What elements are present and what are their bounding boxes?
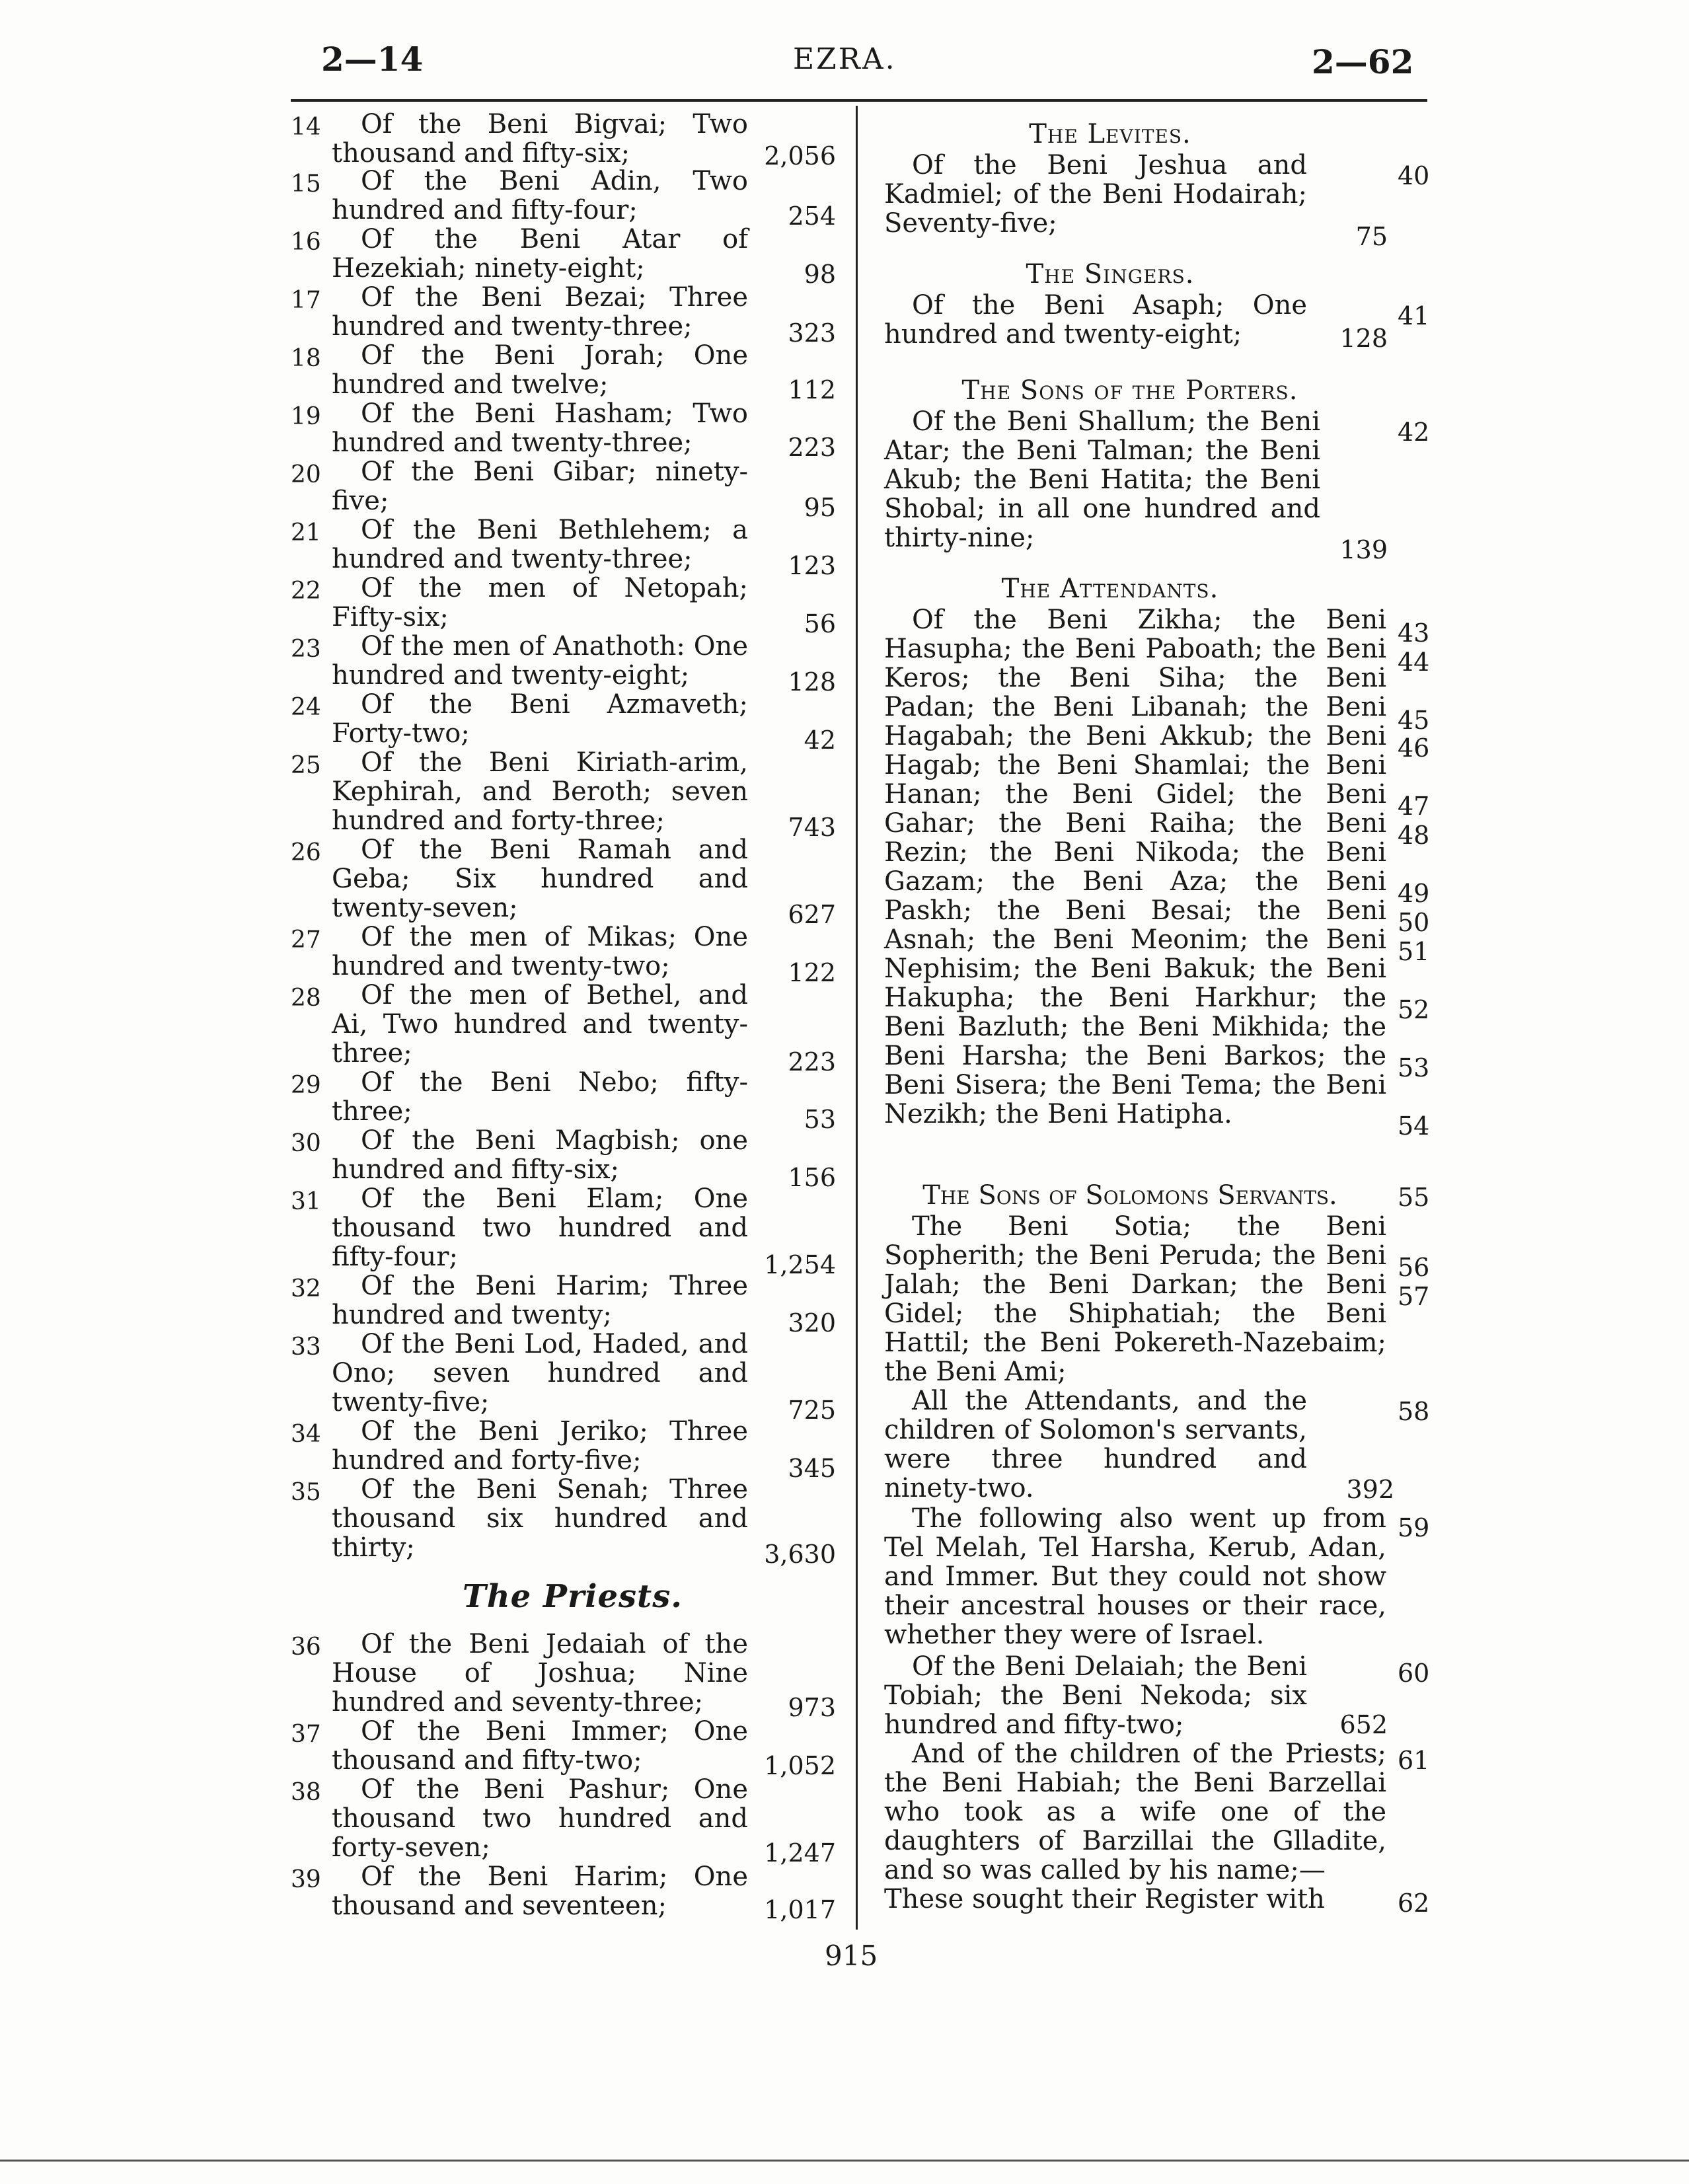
- all-attendants-text: All the Attendants, and the children of Solomon's servants, were three hundred and ninety-two.: [884, 1386, 1307, 1503]
- verse-text: Of the Beni Harim; Three hundred and twenty;: [332, 1271, 748, 1330]
- header-book-title: EZRA.: [793, 42, 897, 76]
- count-value: 95: [804, 493, 836, 522]
- section-heading-attendants: The Attendants.: [1001, 574, 1219, 604]
- verse-number: 39: [291, 1866, 321, 1893]
- verse-number: 49: [1398, 879, 1430, 908]
- count-value: 42: [804, 726, 836, 755]
- count-value: 223: [788, 1047, 836, 1076]
- verse-text: Of the Beni Magbish; one hundred and fifty-six;: [332, 1125, 748, 1185]
- verse-number: 19: [291, 403, 321, 430]
- porters-sum: 139: [1339, 535, 1388, 564]
- all-attendants-sum: 392: [1346, 1475, 1394, 1504]
- count-value: 128: [788, 667, 836, 697]
- verse-number: 52: [1398, 995, 1430, 1024]
- verse-number: 47: [1398, 792, 1430, 821]
- count-value: 743: [788, 813, 836, 842]
- verse-number: 33: [291, 1334, 321, 1361]
- register-text: These sought their Register with: [884, 1884, 1325, 1914]
- page-number: 915: [825, 1939, 878, 1972]
- column-divider: [856, 106, 858, 1930]
- verse-text: Of the Beni Jeriko; Three hundred and forty-five;: [332, 1416, 748, 1476]
- verse-number: 32: [291, 1275, 321, 1302]
- verse-number: 51: [1398, 937, 1430, 966]
- verse-text: Of the Beni Lod, Haded, and Ono; seven hundred and twenty-five;: [332, 1329, 748, 1417]
- section-heading-singers: The Singers.: [1026, 259, 1195, 289]
- verse-text: Of the Beni Pashur; One thousand two hundred and forty-seven;: [332, 1774, 748, 1863]
- verse-number: 55: [1398, 1183, 1430, 1212]
- verse-number: 50: [1398, 908, 1430, 937]
- verse-text: Of the Beni Azmaveth; Forty-two;: [332, 689, 748, 749]
- verse-number: 46: [1398, 734, 1430, 763]
- verse-number: 44: [1398, 648, 1430, 677]
- verse-text: Of the men of Bethel, and Ai, Two hundred and twenty-three;: [332, 980, 748, 1069]
- verse-number: 24: [291, 694, 321, 721]
- verse-number: 29: [291, 1072, 321, 1099]
- verse-number: 21: [291, 519, 321, 546]
- verse-text: Of the Beni Bezai; Three hundred and twenty-three;: [332, 282, 748, 342]
- count-value: 2,056: [764, 141, 836, 170]
- count-value: 123: [788, 551, 836, 580]
- verse-number: 27: [291, 926, 321, 954]
- scan-edge-rule: [0, 2160, 1689, 2162]
- verse-number: 40: [1398, 161, 1430, 190]
- section-heading-porters: The Sons of the Porters.: [961, 375, 1298, 406]
- count-value: 320: [788, 1308, 836, 1337]
- verse-text: Of the Beni Harim; One thousand and seventeen;: [332, 1862, 748, 1921]
- count-value: 223: [788, 433, 836, 462]
- verse-number: 56: [1398, 1253, 1430, 1282]
- count-value: 53: [804, 1105, 836, 1134]
- count-value: 973: [788, 1693, 836, 1722]
- count-value: 1,254: [764, 1250, 836, 1279]
- verse-number: 14: [291, 114, 321, 141]
- delaiah-sum: 652: [1339, 1710, 1388, 1739]
- verse-number: 26: [291, 839, 321, 866]
- verse-number: 36: [291, 1634, 321, 1661]
- verse-text: Of the Beni Nebo; fifty-three;: [332, 1067, 748, 1127]
- verse-number: 45: [1398, 706, 1430, 735]
- count-value: 122: [788, 958, 836, 987]
- count-value: 112: [788, 375, 836, 404]
- verse-number: 23: [291, 636, 321, 663]
- verse-number: 57: [1398, 1282, 1430, 1311]
- solomon-servants-text: The Beni Sotia; the Beni Sopherith; the Beni Peruda; the Beni Jalah; the Beni Darkan; the Beni Gidel; the Shiphatiah; the Beni Hattil; the Beni Pokereth-Nazebaim; the Beni Ami;: [884, 1211, 1386, 1387]
- following-text: The following also went up from Tel Melah, Tel Harsha, Kerub, Adan, and Immer. But they could not show their ancestral houses or their race, whether they were of Israel.: [884, 1503, 1386, 1650]
- section-heading-levites: The Levites.: [1029, 119, 1191, 149]
- verse-text: Of the Beni Adin, Two hundred and fifty-four;: [332, 166, 748, 225]
- verse-number: 62: [1398, 1889, 1430, 1918]
- verse-number: 41: [1398, 301, 1430, 330]
- verse-number: 54: [1398, 1111, 1430, 1141]
- verse-number: 16: [291, 229, 321, 256]
- verse-number: 48: [1398, 821, 1430, 850]
- porters-text: Of the Beni Shallum; the Beni Atar; the Beni Talman; the Beni Akub; the Beni Hatita; the Beni Shobal; in all one hundred and thirty-nine;: [884, 406, 1320, 553]
- header-rule: [291, 99, 1427, 102]
- count-value: 345: [788, 1454, 836, 1483]
- verse-text: Of the Beni Jorah; One hundred and twelve;: [332, 340, 748, 400]
- section-heading-priests: The Priests.: [463, 1578, 683, 1615]
- count-value: 1,017: [764, 1895, 836, 1924]
- count-value: 1,247: [764, 1838, 836, 1867]
- count-value: 725: [788, 1396, 836, 1425]
- verse-text: Of the men of Anathoth: One hundred and twenty-eight;: [332, 631, 748, 691]
- verse-text: Of the Beni Bigvai; Two thousand and fifty-six;: [332, 109, 748, 169]
- verse-text: Of the Beni Jedaiah of the House of Joshua; Nine hundred and seventy-three;: [332, 1629, 748, 1717]
- verse-number: 38: [291, 1779, 321, 1806]
- count-value: 156: [788, 1163, 836, 1192]
- verse-text: Of the Beni Hasham; Two hundred and twenty-three;: [332, 398, 748, 458]
- count-value: 56: [804, 609, 836, 638]
- header-chapter-start: 2—14: [321, 40, 424, 79]
- count-value: 3,630: [764, 1540, 836, 1569]
- verse-text: Of the Beni Atar of Hezekiah; ninety-eight;: [332, 224, 748, 283]
- count-value: 323: [788, 319, 836, 348]
- attendants-text: Of the Beni Zikha; the Beni Hasupha; the Beni Paboath; the Beni Keros; the Beni Siha; the Beni Padan; the Beni Libanah; the Beni Hagabah; the Beni Akkub; the Beni Hagab; the Beni Shamlai; the Beni Hanan; the Beni Gidel; the Beni Gahar; the Beni Raiha; the Beni Rezin; the Beni Nikoda; the Beni Gazam; the Beni Aza; the Beni Paskh; the Beni Besai; the Beni Asnah; the Beni Meonim; the Beni Nephisim; the Beni Bakuk; the Beni Hakupha; the Beni Harkhur; the Beni Bazluth; the Beni Mikhida; the Beni Harsha; the Beni Barkos; the Beni Sisera; the Beni Tema; the Beni Nezikh; the Beni Hatipha.: [884, 605, 1386, 1129]
- count-value: 254: [788, 202, 836, 231]
- verse-text: Of the Beni Senah; Three thousand six hundred and thirty;: [332, 1474, 748, 1563]
- verse-text: Of the Beni Immer; One thousand and fifty-two;: [332, 1716, 748, 1776]
- delaiah-text: Of the Beni Delaiah; the Beni Tobiah; the Beni Nekoda; six hundred and fifty-two;: [884, 1651, 1307, 1740]
- singers-sum: 128: [1339, 324, 1388, 353]
- verse-number: 15: [291, 170, 321, 198]
- section-heading-solomon-servants: The Sons of Solomons Servants.: [922, 1180, 1337, 1211]
- verse-number: 30: [291, 1130, 321, 1157]
- count-value: 98: [804, 260, 836, 289]
- verse-number: 18: [291, 345, 321, 372]
- levites-sum: 75: [1355, 222, 1388, 251]
- verse-number: 53: [1398, 1053, 1430, 1082]
- verse-text: Of the Beni Elam; One thousand two hundred and fifty-four;: [332, 1184, 748, 1272]
- verse-number: 28: [291, 985, 321, 1012]
- levites-text: Of the Beni Jeshua and Kadmiel; of the Beni Hodairah; Seventy-five;: [884, 150, 1307, 239]
- verse-text: Of the Beni Gibar; ninety-five;: [332, 457, 748, 516]
- verse-number: 42: [1398, 418, 1430, 447]
- verse-text: Of the Beni Bethlehem; a hundred and twenty-three;: [332, 515, 748, 574]
- verse-number: 31: [291, 1188, 321, 1215]
- verse-number: 17: [291, 287, 321, 314]
- count-value: 627: [788, 900, 836, 929]
- verse-number: 34: [291, 1421, 321, 1448]
- verse-number: 25: [291, 752, 321, 779]
- verse-text: Of the Beni Ramah and Geba; Six hundred and twenty-seven;: [332, 835, 748, 923]
- header-chapter-end: 2—62: [1312, 42, 1414, 81]
- verse-number: 35: [291, 1479, 321, 1506]
- verse-number: 43: [1398, 619, 1430, 648]
- verse-number: 22: [291, 578, 321, 605]
- verse-number: 61: [1398, 1746, 1430, 1775]
- verse-number: 60: [1398, 1659, 1430, 1688]
- verse-number: 20: [291, 461, 321, 488]
- verse-text: Of the Beni Kiriath-arim, Kephirah, and Beroth; seven hundred and forty-three;: [332, 747, 748, 836]
- singers-text: Of the Beni Asaph; One hundred and twenty-eight;: [884, 290, 1307, 350]
- verse-number: 58: [1398, 1397, 1430, 1426]
- verse-number: 37: [291, 1721, 321, 1748]
- priests-children-text: And of the children of the Priests; the Beni Habiah; the Beni Barzellai who took as a wife one of the daughters of Barzillai the Glladite, and so was called by his name;—: [884, 1739, 1386, 1885]
- verse-text: Of the men of Mikas; One hundred and twenty-two;: [332, 922, 748, 981]
- count-value: 1,052: [764, 1751, 836, 1780]
- verse-number: 59: [1398, 1513, 1430, 1542]
- verse-text: Of the men of Netopah; Fifty-six;: [332, 573, 748, 632]
